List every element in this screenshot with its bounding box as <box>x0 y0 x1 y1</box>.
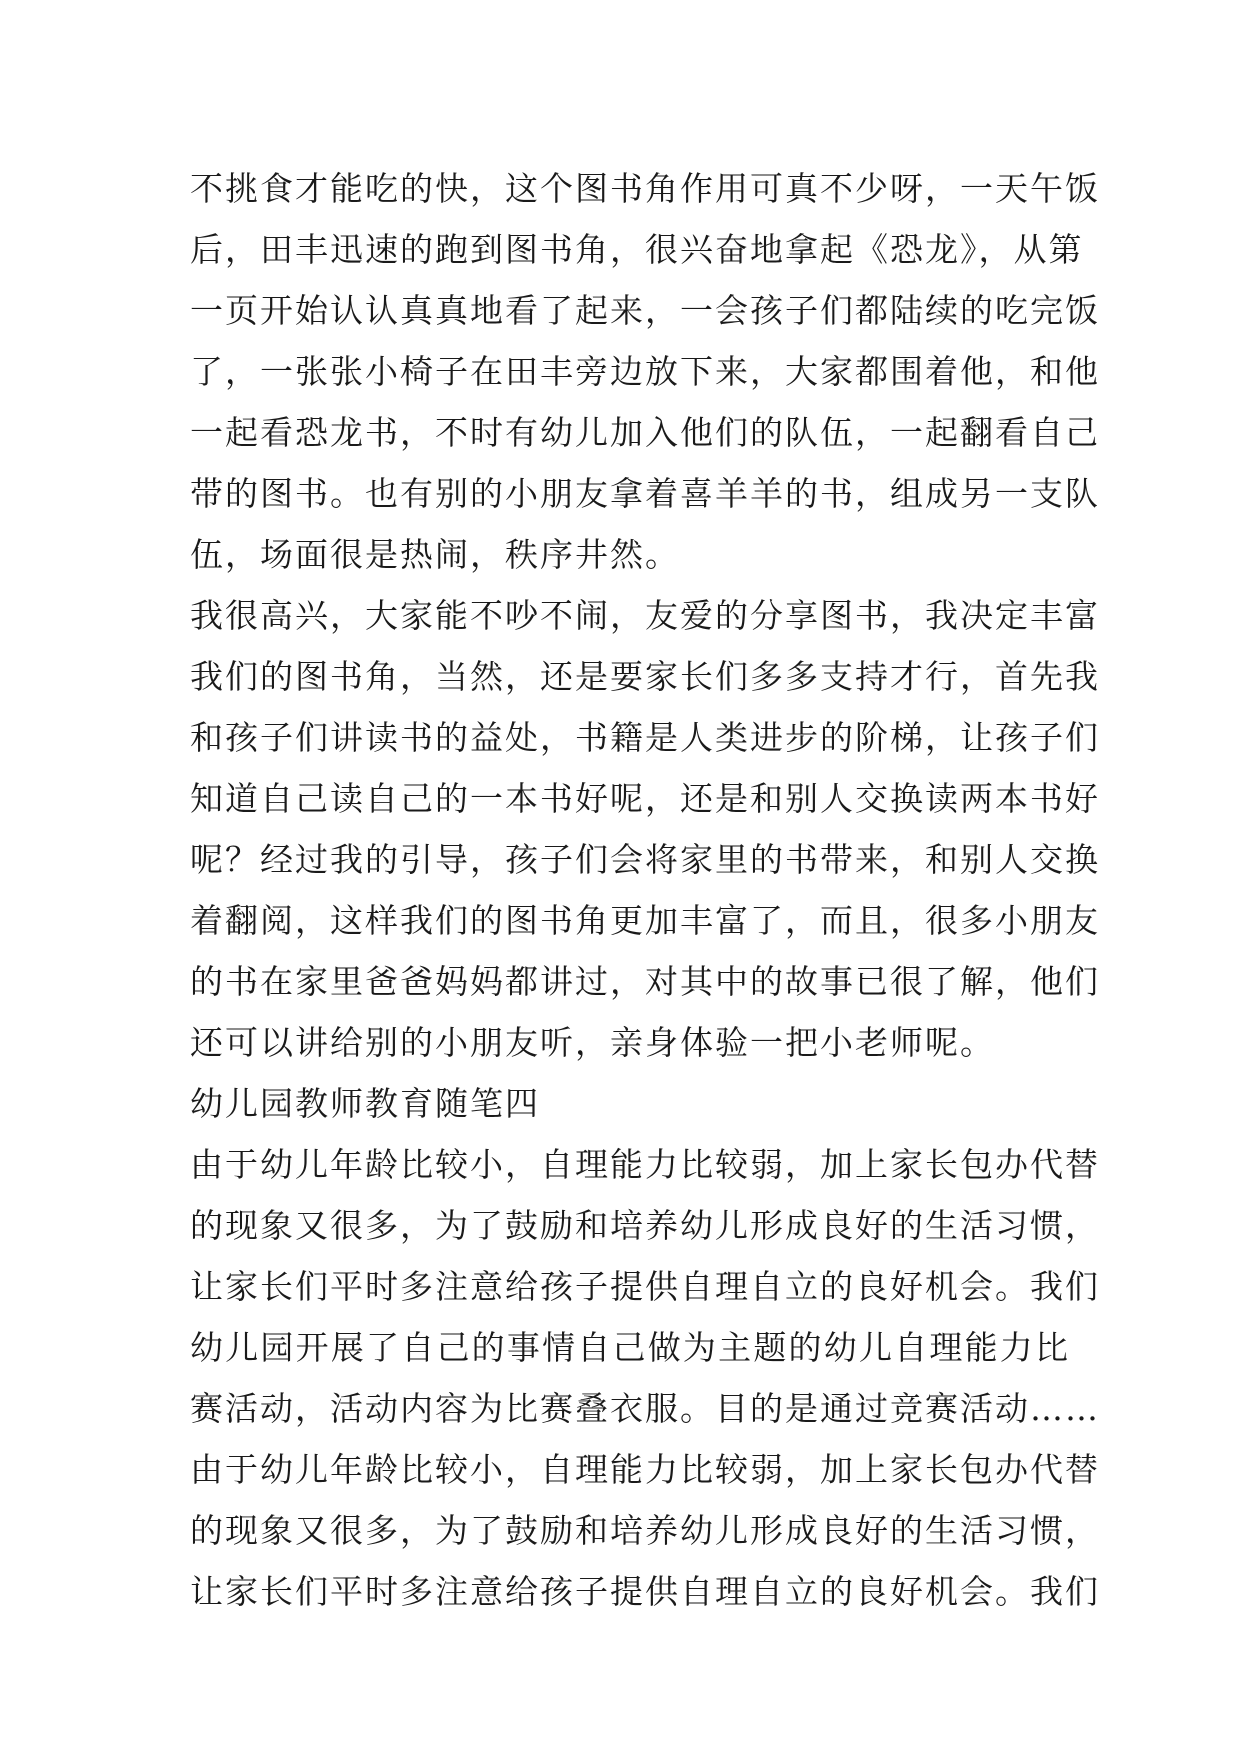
text-line: 的现象又很多，为了鼓励和培养幼儿形成良好的生活习惯， <box>190 1206 1100 1245</box>
text-line: 着翻阅，这样我们的图书角更加丰富了，而且，很多小朋友 <box>190 901 1100 940</box>
text-line: 我很高兴，大家能不吵不闹，友爱的分享图书，我决定丰富 <box>190 596 1100 635</box>
text-line: 还可以讲给别的小朋友听，亲身体验一把小老师呢。 <box>190 1023 995 1062</box>
text-line: 让家长们平时多注意给孩子提供自理自立的良好机会。我们 <box>190 1267 1100 1306</box>
text-line: 后，田丰迅速的跑到图书角，很兴奋地拿起《恐龙》，从第 <box>190 230 1084 269</box>
text-line: 知道自己读自己的一本书好呢，还是和别人交换读两本书好 <box>190 779 1100 818</box>
text-line: 由于幼儿年龄比较小，自理能力比较弱，加上家长包办代替 <box>190 1145 1100 1184</box>
section-heading: 幼儿园教师教育随笔四 <box>190 1084 540 1123</box>
text-line: 的现象又很多，为了鼓励和培养幼儿形成良好的生活习惯， <box>190 1511 1100 1550</box>
text-line: 伍，场面很是热闹，秩序井然。 <box>190 535 680 574</box>
text-line: 带的图书。也有别的小朋友拿着喜羊羊的书，组成另一支队 <box>190 474 1100 513</box>
text-line: 幼儿园开展了自己的事情自己做为主题的幼儿自理能力比 <box>190 1328 1070 1367</box>
text-line: 一起看恐龙书，不时有幼儿加入他们的队伍，一起翻看自己 <box>190 413 1100 452</box>
text-line: 呢？经过我的引导，孩子们会将家里的书带来，和别人交换 <box>190 840 1100 879</box>
text-line: 的书在家里爸爸妈妈都讲过，对其中的故事已很了解，他们 <box>190 962 1100 1001</box>
text-line: 我们的图书角，当然，还是要家长们多多支持才行，首先我 <box>190 657 1100 696</box>
text-line: 和孩子们讲读书的益处，书籍是人类进步的阶梯，让孩子们 <box>190 718 1100 757</box>
text-line: 让家长们平时多注意给孩子提供自理自立的良好机会。我们 <box>190 1572 1100 1611</box>
text-line: 不挑食才能吃的快，这个图书角作用可真不少呀，一天午饭 <box>190 169 1100 208</box>
text-line: 一页开始认认真真地看了起来，一会孩子们都陆续的吃完饭 <box>190 291 1100 330</box>
text-line: 由于幼儿年龄比较小，自理能力比较弱，加上家长包办代替 <box>190 1450 1100 1489</box>
text-line: 赛活动，活动内容为比赛叠衣服。目的是通过竞赛活动…… <box>190 1389 1100 1428</box>
text-line: 了，一张张小椅子在田丰旁边放下来，大家都围着他，和他 <box>190 352 1100 391</box>
body-text <box>190 158 1100 1622</box>
